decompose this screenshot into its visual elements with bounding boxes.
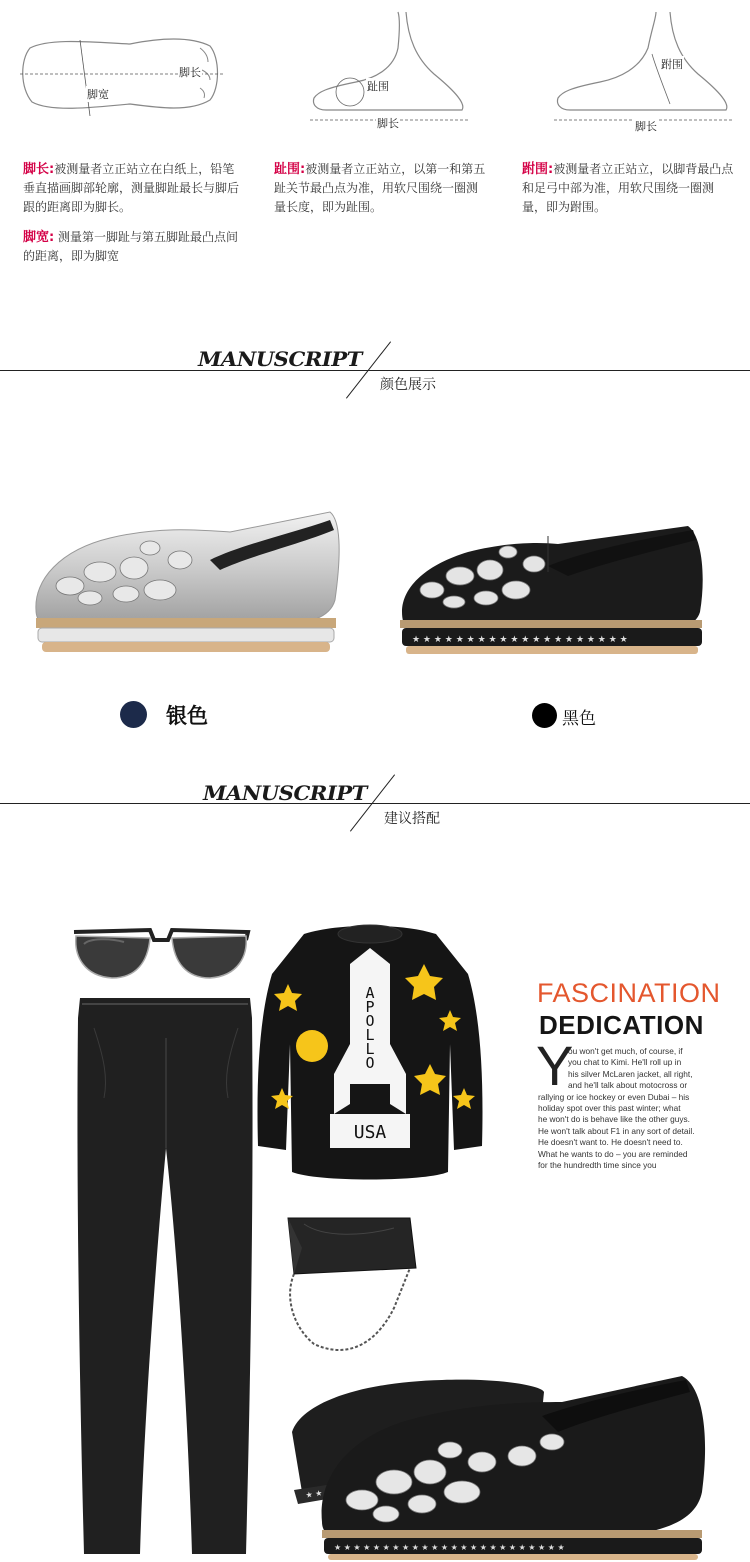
magazine-line: ou won't get much, of course, if — [568, 1046, 683, 1056]
section-heading: MANUSCRIPT — [198, 347, 362, 371]
sweater-letter: A — [365, 984, 375, 1002]
foot-length-label: 脚长 — [377, 117, 399, 130]
silver-color-swatch[interactable] — [120, 701, 147, 728]
black-shoe-image — [398, 516, 710, 668]
magazine-subtitle: DEDICATION — [539, 1010, 704, 1040]
svg-text:★ ★ ★ ★ ★ ★ ★ ★ ★ ★ ★ ★ ★ ★ ★: ★ ★ — [304, 1488, 323, 1500]
magazine-title: FASCINATION — [537, 978, 721, 1008]
instep-girth-diagram — [520, 8, 740, 136]
toe-girth-description: 趾围:被测量者立正站立，以第一和第五趾关节最凸点为准，用软尺围绕一圈测量长度，即为趾围。 — [274, 162, 486, 214]
foot-width-description: 脚宽: 测量第一脚趾与第五脚趾最凸点间的距离，即为脚宽 — [23, 230, 239, 263]
magazine-line: for the hundredth time since you — [538, 1160, 657, 1171]
silver-color-label[interactable]: 银色 — [166, 704, 208, 728]
foot-width-label: 脚宽 — [87, 88, 109, 101]
magazine-line: He won't talk about F1 in any sort of detail. — [538, 1125, 695, 1136]
silver-shoe-image — [30, 490, 350, 665]
toe-girth-label: 趾围 — [367, 80, 389, 93]
apollo-sweater-image — [254, 924, 486, 1186]
section-divider — [0, 803, 750, 804]
magazine-line: his silver McLaren jacket, all right, — [568, 1068, 693, 1079]
magazine-line: he won't do is behave like the other guys. — [538, 1114, 690, 1125]
instep-girth-label: 跗围 — [661, 58, 683, 71]
foot-length-description: 脚长:被测量者立正站立在白纸上，铅笔垂直描画脚部轮廓，测量脚趾最长与脚后跟的距离即为脚长。 — [23, 162, 240, 214]
section-divider — [0, 370, 750, 371]
black-color-swatch[interactable] — [532, 703, 557, 728]
sweater-letter: L — [365, 1040, 375, 1058]
sweater-letter: O — [365, 1012, 375, 1030]
toe-girth-diagram — [266, 8, 486, 136]
svg-text:★ ★ ★ ★ ★ ★ ★ ★ ★ ★ ★ ★ ★ ★ ★: ★ ★ ★ ★ ★ ★ ★ ★ ★ ★ ★ ★ ★ ★ ★ ★ ★ ★ ★ ★ — [412, 635, 628, 645]
foot-length-label: 脚长 — [179, 66, 201, 79]
section-subtitle: 建议搭配 — [384, 811, 440, 827]
magazine-line: He doesn't want to. He doesn't need to. — [538, 1137, 683, 1148]
magazine-body-text — [538, 1046, 738, 1171]
magazine-line: rallying or ice hockey or even Dubai – his — [538, 1091, 690, 1102]
sweater-letter: L — [365, 1026, 375, 1044]
black-shoes-pair-image — [282, 1372, 712, 1562]
sweater-letter: O — [365, 1054, 375, 1072]
foot-length-label: 脚长 — [635, 120, 657, 133]
black-trousers-image — [74, 998, 258, 1558]
section-heading: MANUSCRIPT — [203, 781, 367, 805]
black-color-label[interactable]: 黑色 — [562, 709, 596, 729]
foot-side-view-icon — [520, 8, 740, 136]
magazine-line: What he wants to do – you are reminded — [538, 1148, 688, 1159]
magazine-line: and he'll talk about motocross or — [568, 1080, 688, 1091]
section-subtitle: 颜色展示 — [380, 377, 436, 393]
magazine-line: holiday spot over this past winter; what — [538, 1103, 681, 1114]
svg-text:★ ★ ★ ★ ★ ★ ★ ★ ★ ★ ★ ★ ★ ★ ★: ★ ★ ★ ★ ★ ★ ★ ★ ★ ★ ★ ★ ★ ★ ★ ★ ★ ★ ★ ★ ★ ★ ★ ★ — [334, 1543, 565, 1552]
foot-length-width-diagram — [10, 8, 230, 136]
sweater-usa-text: USA — [353, 1122, 387, 1143]
chain-clutch-bag-image — [274, 1208, 424, 1358]
sweater-letter: P — [365, 998, 375, 1016]
magazine-line: you chat to Kimi. He'll roll up in — [568, 1057, 682, 1068]
sunglasses-image — [70, 922, 252, 986]
magazine-dropcap: Y — [536, 1034, 574, 1097]
instep-girth-description: 跗围:被测量者立正站立，以脚背最凸点和足弓中部为准，用软尺围绕一圈测量，即为跗围。 — [522, 162, 734, 214]
